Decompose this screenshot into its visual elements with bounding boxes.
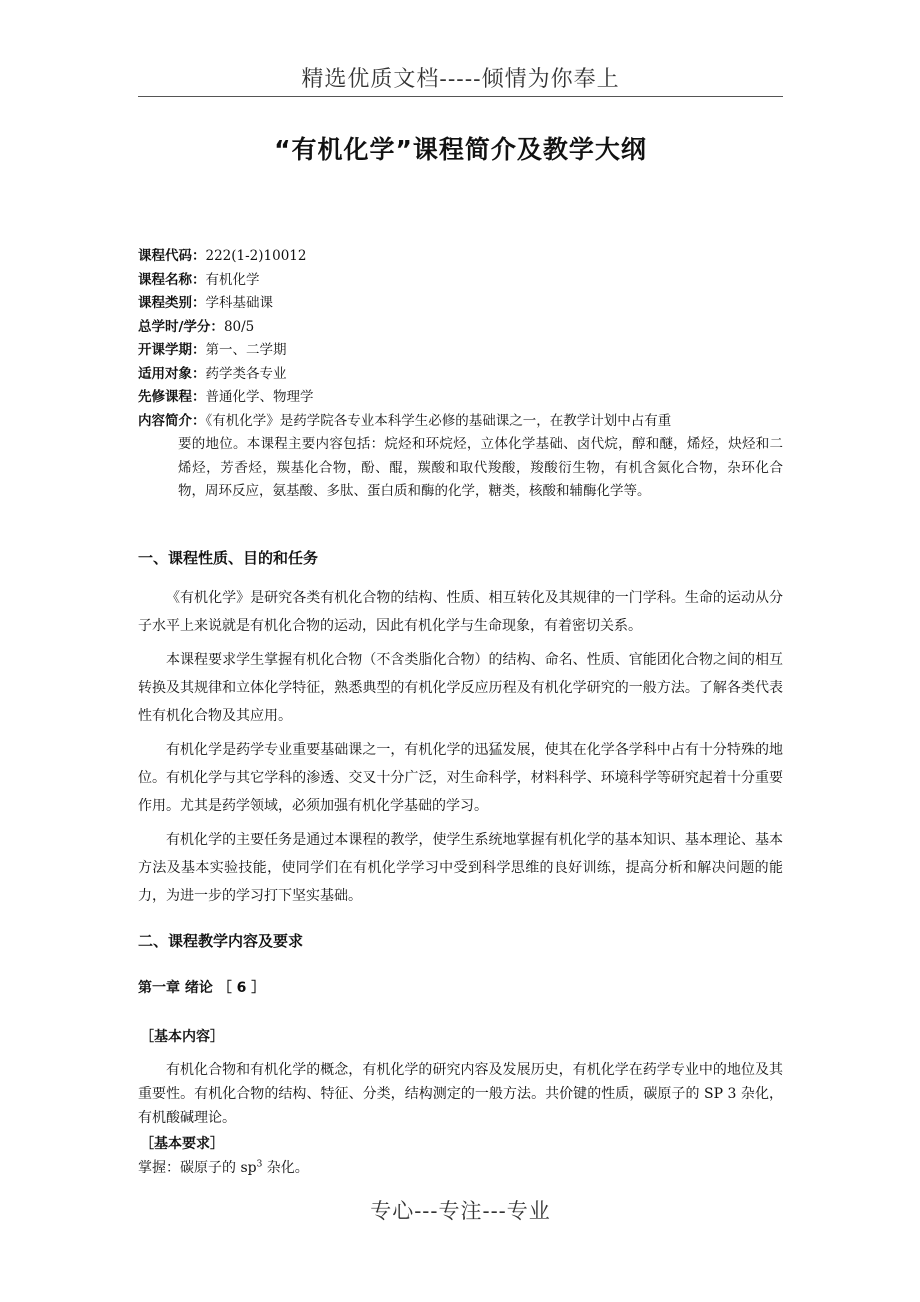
course-description xyxy=(138,410,783,504)
basic-requirement-heading: ［基本要求］ xyxy=(140,1136,224,1152)
info-row-hours xyxy=(138,316,783,340)
basic-requirement-body: 掌握：碳原子的 $sp^3$ 杂化。 xyxy=(138,1159,309,1176)
info-row-semester xyxy=(138,339,783,363)
info-value: 学科基础课 xyxy=(205,295,273,311)
page-footer: 专心---专注---专业 xyxy=(370,1199,551,1223)
section-heading-2: 二、课程教学内容及要求 xyxy=(138,932,304,950)
info-value: 药学类各专业 xyxy=(205,365,287,382)
info-row-category xyxy=(138,292,783,316)
info-label: 课程代码： xyxy=(138,248,206,264)
section-1-body xyxy=(138,584,783,910)
paragraph: 《有机化学》是研究各类有机化合物的结构、性质、相互转化及其规律的一门学科。生命的运动从分子水平上来说就是有机化合物的运动，因此有机化学与生命现象，有着密切关系。 xyxy=(138,590,783,634)
info-label: 开课学期： xyxy=(138,342,206,358)
info-label: 课程名称： xyxy=(138,271,206,288)
basic-content-heading: ［基本内容］ xyxy=(140,1029,224,1045)
paragraph: 有机化合物和有机化学的概念，有机化学的研究内容及发展历史，有机化学在药学专业中的地位及其重要性。有机化合物的结构、特征、分类，结构测定的一般方法。共价键的性质，碳原子的 SP 3 杂化，有机酸碱理论。 xyxy=(138,1062,783,1126)
description-first-line: 《有机化学》是药学院各专业本科学生必修的基础课之一，在教学计划中占有重 xyxy=(205,412,672,429)
description-label: 内容简介： xyxy=(138,412,206,429)
info-label: 适用对象： xyxy=(138,365,206,382)
paragraph: 有机化学是药学专业重要基础课之一，有机化学的迅猛发展，使其在化学各学科中占有十分特殊的地位。有机化学与其它学科的渗透、交叉十分广泛，对生命科学，材料科学、环境科学等研究起着十分重要作用。尤其是药学领域，必须加强有机化学基础的学习。 xyxy=(138,742,783,814)
page-header: 精选优质文档-----倾情为你奉上 xyxy=(301,67,620,92)
info-label: 先修课程： xyxy=(138,389,206,405)
info-label: 总学时/学分： xyxy=(138,318,224,335)
info-value: 222(1-2)10012 xyxy=(205,248,307,264)
basic-content-body xyxy=(138,1058,783,1130)
paragraph: 有机化学的主要任务是通过本课程的教学，使学生系统地掌握有机化学的基本知识、基本理论、基本方法及基本实验技能，使同学们在有机化学学习中受到科学思维的良好训练，提高分析和解决问题的能力，为进一步的学习打下坚实基础。 xyxy=(138,832,783,904)
document-title: “有机化学”课程简介及教学大纲 xyxy=(274,135,647,164)
info-value: 第一、二学期 xyxy=(205,342,287,358)
chapter-heading: 第一章 绪论 ［ 6 ］ xyxy=(138,980,266,996)
info-row-code xyxy=(138,245,783,269)
info-row-name xyxy=(138,269,783,293)
paragraph: 本课程要求学生掌握有机化合物（不含类脂化合物）的结构、命名、性质、官能团化合物之间的相互转换及其规律和立体化学特征，熟悉典型的有机化学反应历程及有机化学研究的一般方法。了解各类代表性有机化合物及其应用。 xyxy=(138,652,783,724)
info-row-prerequisites xyxy=(138,386,783,410)
info-label: 课程类别： xyxy=(138,295,206,311)
info-value: 有机化学 xyxy=(205,271,260,288)
info-value: 普通化学、物理学 xyxy=(205,389,314,405)
section-heading-1: 一、课程性质、目的和任务 xyxy=(138,549,319,567)
description-text: 要的地位。本课程主要内容包括：烷烃和环烷烃，立体化学基础、卤代烷，醇和醚，烯烃，炔烃和二烯烃，芳香烃，羰基化合物，酚、醌，羰酸和取代羧酸，羧酸衍生物，有机含氮化合物，杂环化合物，周环反应，氨基酸、多肽、蛋白质和酶的化学，糖类，核酸和辅酶化学等。 xyxy=(178,436,783,499)
info-value: 80/5 xyxy=(223,318,255,335)
header-divider xyxy=(138,96,783,97)
course-info xyxy=(138,245,783,504)
info-row-audience xyxy=(138,363,783,387)
